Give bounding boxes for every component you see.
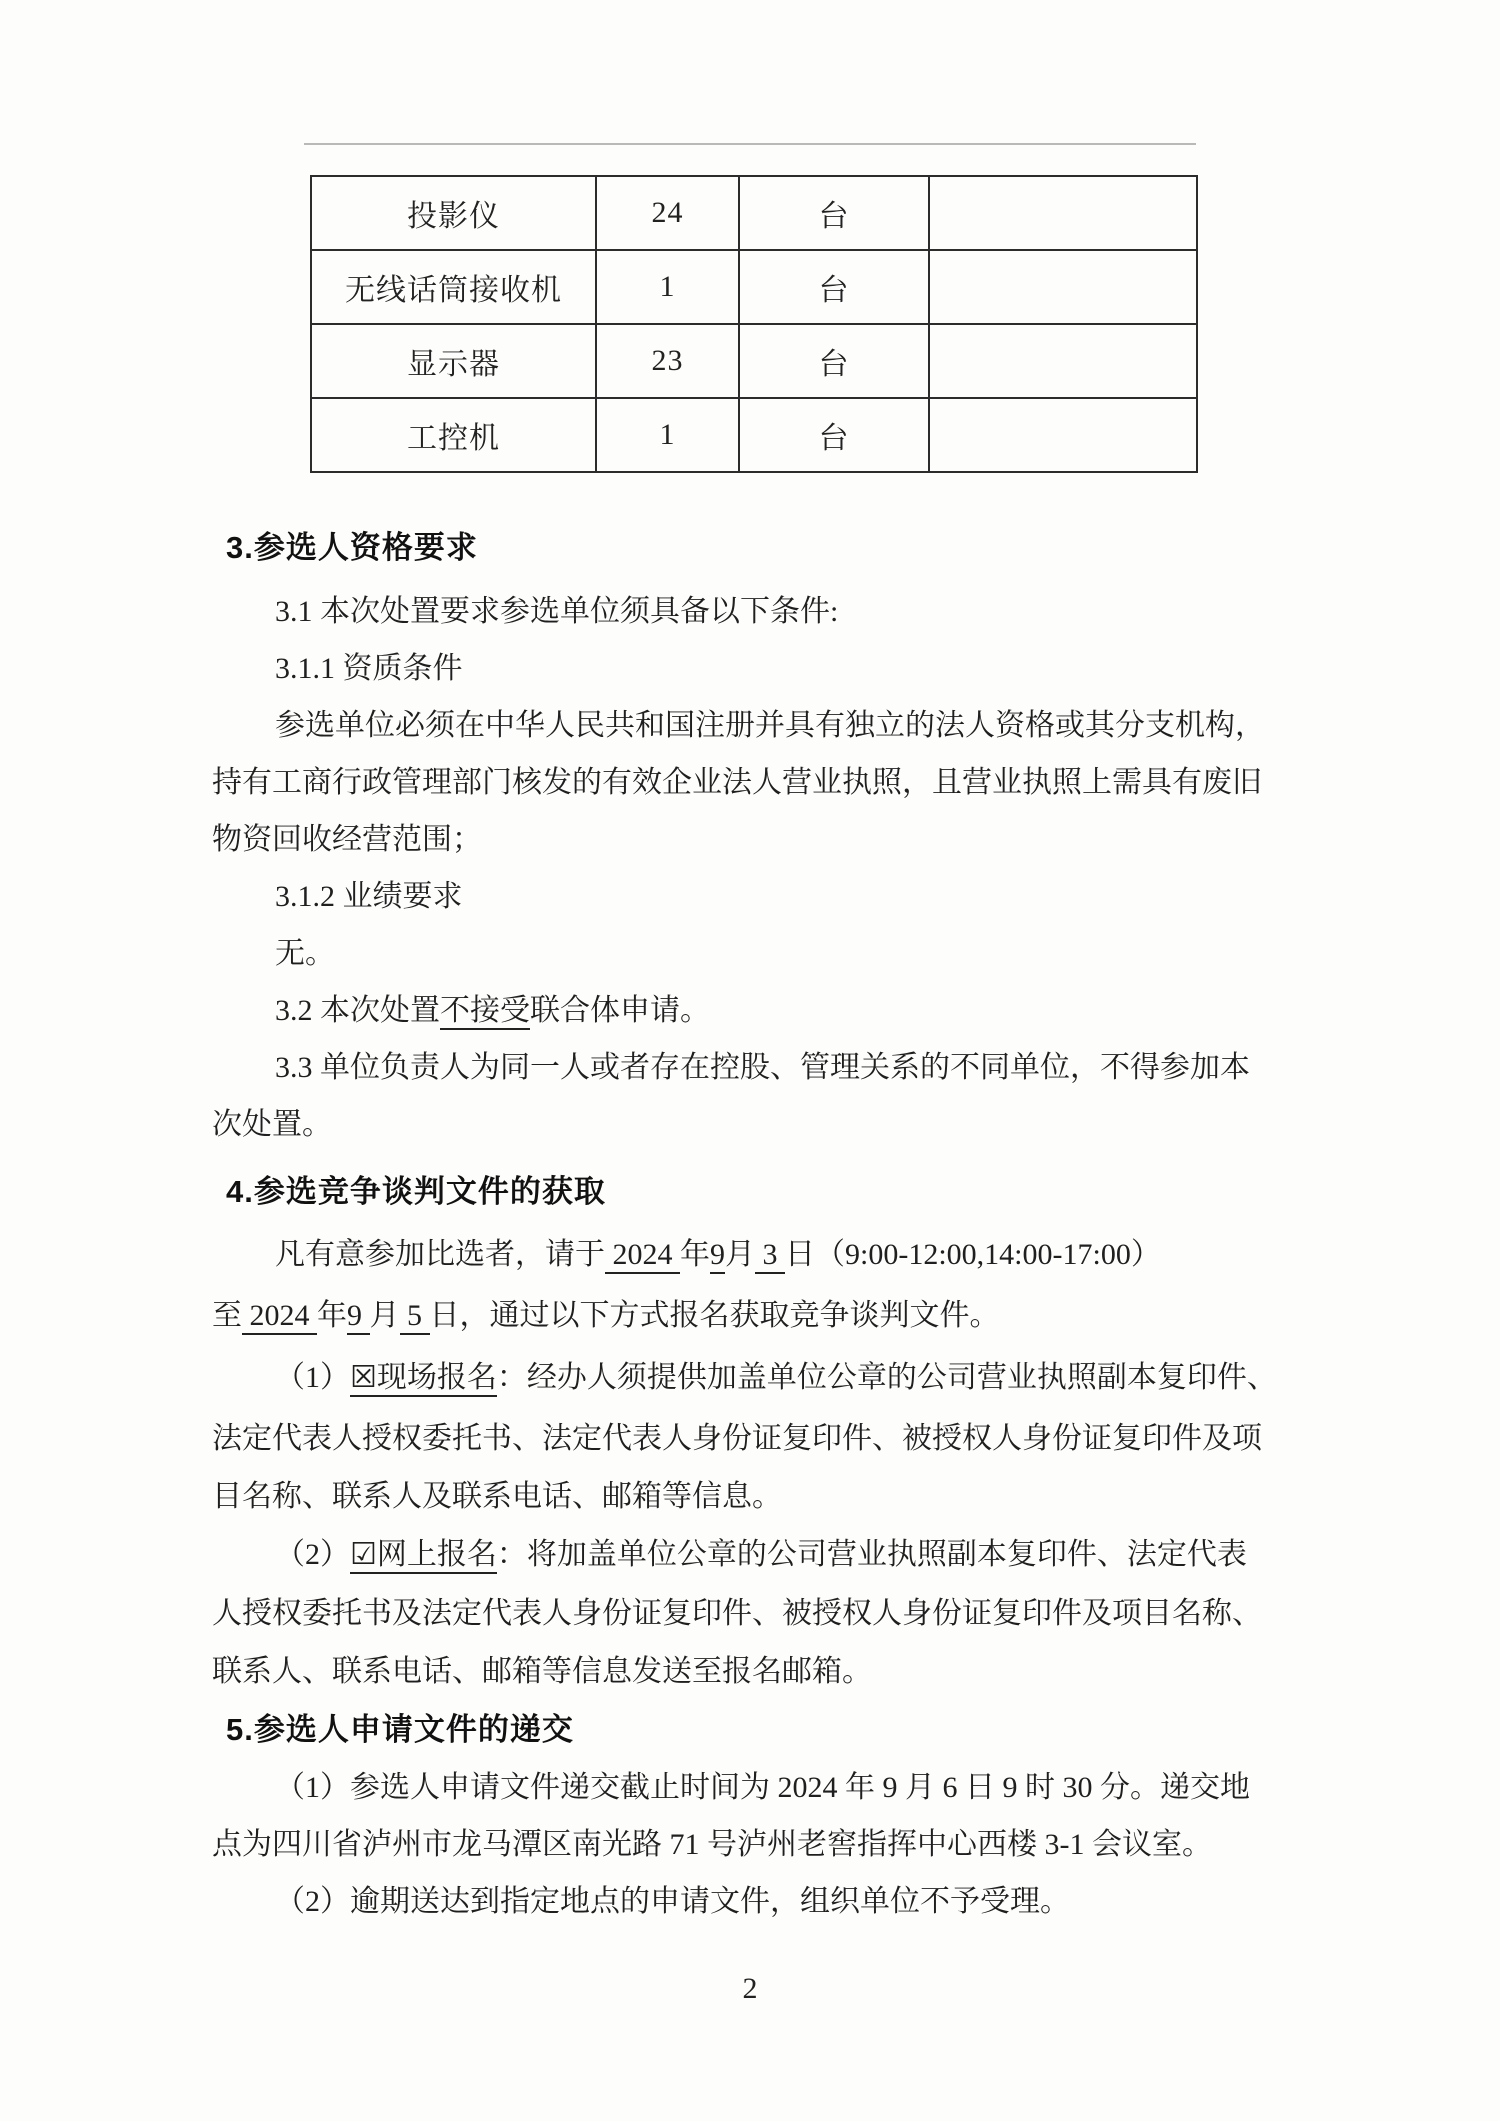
text-segment: （1） — [275, 1361, 350, 1394]
text-segment: 日（9:00-12:00,14:00-17:00） — [785, 1238, 1161, 1271]
text-segment: 3.3 单位负责人为同一人或者存在控股、管理关系的不同单位，不得参加本 — [275, 1051, 1250, 1084]
text-line — [212, 1477, 782, 1517]
text-segment: （2） — [275, 1538, 350, 1571]
text-segment: 3.参选人资格要求 — [226, 530, 478, 565]
text-segment: 物资回收经营范围； — [212, 823, 482, 856]
text-segment: 持有工商行政管理部门核发的有效企业法人营业执照，且营业执照上需具有废旧 — [212, 766, 1262, 799]
section-4-heading — [226, 1172, 606, 1212]
note-cell — [929, 324, 1197, 398]
device-name-cell: 工控机 — [311, 398, 596, 472]
underlined-text: 2024 — [605, 1238, 680, 1274]
underlined-text: ☒现场报名 — [350, 1361, 497, 1397]
section-5-heading — [226, 1710, 574, 1750]
underlined-text: 3 — [755, 1238, 785, 1274]
text-segment: 月 — [725, 1238, 755, 1271]
text-segment: ：经办人须提供加盖单位公章的公司营业执照副本复印件、 — [496, 1361, 1277, 1394]
table-row — [311, 176, 1197, 250]
table-top-edge — [304, 143, 1196, 145]
text-segment: 4.参选竞争谈判文件的获取 — [226, 1174, 606, 1209]
device-name-cell: 显示器 — [311, 324, 596, 398]
table-row — [311, 250, 1197, 324]
device-name-cell: 无线话筒接收机 — [311, 250, 596, 324]
text-segment: 次处置。 — [212, 1108, 332, 1141]
unit-cell: 台 — [739, 250, 929, 324]
device-name-cell: 投影仪 — [311, 176, 596, 250]
text-line — [275, 592, 838, 632]
text-segment: 凡有意参加比选者，请于 — [275, 1238, 605, 1271]
text-line — [275, 706, 1265, 746]
text-line — [212, 820, 482, 860]
text-segment: （2）逾期送达到指定地点的申请文件，组织单位不予受理。 — [275, 1885, 1070, 1918]
text-line — [275, 1235, 1161, 1275]
note-cell — [929, 250, 1197, 324]
note-cell — [929, 176, 1197, 250]
underlined-text: ☑网上报名 — [350, 1538, 497, 1574]
text-segment: 3.2 本次处置 — [275, 994, 440, 1027]
text-segment: 5.参选人申请文件的递交 — [226, 1712, 574, 1747]
page-number: 2 — [742, 1972, 758, 2005]
text-line — [275, 1768, 1250, 1808]
text-segment: 月 — [369, 1299, 400, 1332]
text-line — [275, 1535, 1247, 1575]
quantity-cell: 1 — [596, 250, 739, 324]
text-segment: 参选单位必须在中华人民共和国注册并具有独立的法人资格或其分支机构， — [275, 709, 1265, 742]
text-line — [275, 991, 710, 1031]
text-segment: 日，通过以下方式报名获取竞争谈判文件。 — [429, 1299, 1000, 1332]
equipment-table — [310, 175, 1198, 473]
text-line — [275, 934, 335, 974]
text-segment: （1）参选人申请文件递交截止时间为 2024 年 9 月 6 日 9 时 30 分。递交地 — [275, 1771, 1250, 1804]
text-line — [212, 1296, 1000, 1336]
text-segment: 人授权委托书及法定代表人身份证复印件、被授权人身份证复印件及项目名称、 — [212, 1597, 1262, 1630]
text-line — [212, 763, 1262, 803]
text-segment: 3.1.2 业绩要求 — [275, 880, 463, 913]
underlined-text: 9 — [710, 1238, 725, 1274]
text-segment: 法定代表人授权委托书、法定代表人身份证复印件、被授权人身份证复印件及项 — [212, 1422, 1262, 1455]
underlined-text: 5 — [400, 1299, 430, 1335]
section-3-heading — [226, 528, 478, 568]
text-segment: 3.1 本次处置要求参选单位须具备以下条件: — [275, 595, 839, 628]
quantity-cell: 23 — [596, 324, 739, 398]
text-line — [212, 1419, 1262, 1459]
text-segment: 3.1.1 资质条件 — [275, 652, 463, 685]
unit-cell: 台 — [739, 324, 929, 398]
text-segment: 点为四川省泸州市龙马潭区南光路 71 号泸州老窖指挥中心西楼 3-1 会议室。 — [212, 1828, 1212, 1861]
table-row — [311, 324, 1197, 398]
text-line — [275, 1358, 1277, 1398]
unit-cell: 台 — [739, 176, 929, 250]
underlined-text: 9 — [347, 1299, 370, 1335]
text-line — [275, 649, 463, 689]
text-segment: 目名称、联系人及联系电话、邮箱等信息。 — [212, 1480, 782, 1513]
text-line — [212, 1825, 1212, 1865]
text-line — [212, 1105, 332, 1145]
text-line — [212, 1594, 1262, 1634]
underlined-text: 2024 — [242, 1299, 317, 1335]
unit-cell: 台 — [739, 398, 929, 472]
text-segment: ：将加盖单位公章的公司营业执照副本复印件、法定代表 — [496, 1538, 1247, 1571]
text-segment: 至 — [212, 1299, 242, 1332]
underlined-text: 不接受 — [440, 994, 530, 1030]
text-segment: 联合体申请。 — [530, 994, 710, 1027]
text-line — [275, 1882, 1070, 1922]
quantity-cell: 24 — [596, 176, 739, 250]
table-row — [311, 398, 1197, 472]
quantity-cell: 1 — [596, 398, 739, 472]
text-segment: 年 — [317, 1299, 347, 1332]
text-segment: 年 — [680, 1238, 710, 1271]
note-cell — [929, 398, 1197, 472]
text-line — [275, 877, 463, 917]
text-line — [212, 1652, 872, 1692]
text-segment: 联系人、联系电话、邮箱等信息发送至报名邮箱。 — [212, 1655, 872, 1688]
text-segment: 无。 — [275, 937, 335, 970]
text-line — [275, 1048, 1250, 1088]
